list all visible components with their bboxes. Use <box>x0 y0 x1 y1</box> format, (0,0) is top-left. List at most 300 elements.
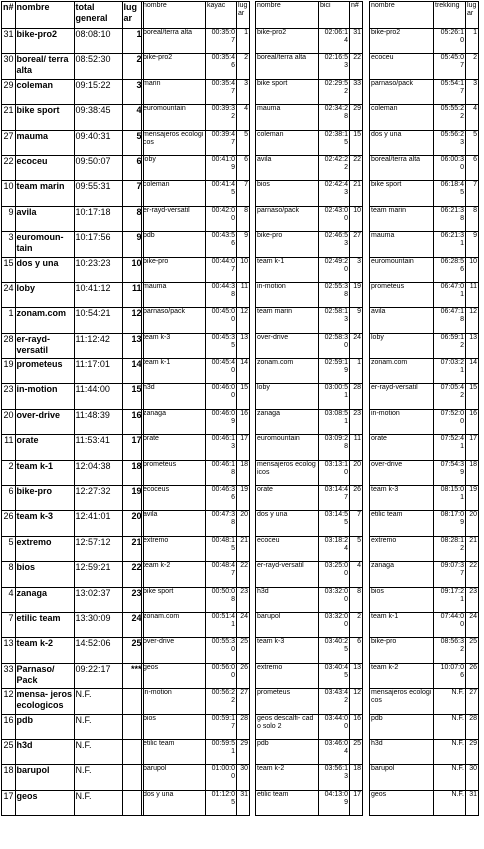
kayac-cell-time: 00:50:0 8 <box>206 587 237 612</box>
kayac-cell-team: pdb <box>142 232 206 257</box>
table-row <box>2 536 144 561</box>
bici-cell-time: 03:09:2 8 <box>319 435 350 460</box>
bici-cell-number: 6 <box>350 638 363 663</box>
trekking-cell-time: 06:21:3 8 <box>434 206 466 231</box>
bici-cell-time: 02:59:1 9 <box>319 359 350 384</box>
trekking-cell-team: parnaso/pack <box>370 79 434 104</box>
bici-cell-time: 02:34:2 8 <box>319 105 350 130</box>
table-row <box>2 409 144 434</box>
general-cell-place: 20 <box>122 511 143 536</box>
table-row <box>2 206 144 231</box>
trekking-cell-team: barupol <box>370 765 434 790</box>
bici-cell-number: 25 <box>350 739 363 764</box>
kayac-cell-time: 00:45:0 0 <box>206 308 237 333</box>
kayac-cell-time: 00:46:0 0 <box>206 384 237 409</box>
trekking-cell-time: 05:26:1 0 <box>434 29 466 54</box>
table-row <box>370 638 479 663</box>
trekking-cell-team: zanaga <box>370 562 434 587</box>
general-cell-place: *** <box>122 663 143 688</box>
trekking-cell-team: boreal/terra alta <box>370 155 434 180</box>
table-row <box>256 460 363 485</box>
trekking-cell-team: ecoceu <box>370 54 434 79</box>
table-row <box>142 689 250 714</box>
general-cell-total: N.F. <box>74 714 122 739</box>
general-cell-place <box>122 790 143 815</box>
bici-cell-time: 02:38:1 5 <box>319 130 350 155</box>
table-row <box>2 29 144 54</box>
table-row <box>370 257 479 282</box>
trekking-cell-place: 10 <box>466 257 479 282</box>
kayac-cell-time: 00:56:2 2 <box>206 689 237 714</box>
trekking-cell-place: 12 <box>466 308 479 333</box>
kayac-cell-team: bike sport <box>142 587 206 612</box>
table-row <box>256 105 363 130</box>
kayac-cell-place: 30 <box>237 765 250 790</box>
table-row <box>370 612 479 637</box>
trekking-cell-place: 13 <box>466 333 479 358</box>
kayac-cell-time: 00:46:1 8 <box>206 460 237 485</box>
general-cell-total: 12:57:12 <box>74 536 122 561</box>
table-row <box>256 562 363 587</box>
trekking-cell-team: avila <box>370 308 434 333</box>
table-row <box>256 638 363 663</box>
table-row <box>370 155 479 180</box>
trekking-cell-time: 06:21:3 1 <box>434 232 466 257</box>
bici-cell-team: etilic team <box>256 790 319 815</box>
kayac-cell-team: loby <box>142 155 206 180</box>
general-cell-team: prometeus <box>15 359 74 384</box>
general-header-row <box>2 2 144 29</box>
general-cell-team: coleman <box>15 79 74 104</box>
general-cell-number: 5 <box>2 536 16 561</box>
trekking-table-body <box>370 2 479 816</box>
general-cell-team: euromoun- tain <box>15 232 74 257</box>
bici-cell-time: 03:44:0 0 <box>319 714 350 739</box>
general-cell-team: er-rayd- versatil <box>15 333 74 358</box>
table-row <box>256 130 363 155</box>
bici-cell-team: coleman <box>256 130 319 155</box>
trekking-header-team: nombre <box>370 2 434 29</box>
general-cell-number: 28 <box>2 333 16 358</box>
general-cell-total: 09:55:31 <box>74 181 122 206</box>
table-row <box>2 257 144 282</box>
general-cell-number: 31 <box>2 29 16 54</box>
trekking-header-time: trekking <box>434 2 466 29</box>
trekking-cell-time: N.F. <box>434 689 466 714</box>
kayac-cell-place: 14 <box>237 359 250 384</box>
trekking-cell-time: 07:52:4 1 <box>434 435 466 460</box>
kayac-cell-team: bike-pro <box>142 257 206 282</box>
general-cell-place: 17 <box>122 435 143 460</box>
kayac-cell-team: avila <box>142 511 206 536</box>
table-row <box>142 587 250 612</box>
kayac-cell-place: 13 <box>237 333 250 358</box>
kayac-cell-team: team k-1 <box>142 359 206 384</box>
table-row <box>256 663 363 688</box>
trekking-cell-team: bios <box>370 587 434 612</box>
kayac-cell-place: 25 <box>237 638 250 663</box>
kayac-cell-place: 22 <box>237 562 250 587</box>
kayac-cell-time: 00:45:3 5 <box>206 333 237 358</box>
general-cell-total: 11:53:41 <box>74 435 122 460</box>
table-row <box>256 359 363 384</box>
bici-cell-number: 11 <box>350 435 363 460</box>
bici-cell-number: 10 <box>350 206 363 231</box>
general-cell-team: mauma <box>15 130 74 155</box>
bici-cell-number: 2 <box>350 612 363 637</box>
general-cell-total: 10:17:56 <box>74 232 122 257</box>
table-row <box>2 511 144 536</box>
table-row <box>370 663 479 688</box>
general-cell-total: 13:02:37 <box>74 587 122 612</box>
table-row <box>370 587 479 612</box>
kayac-cell-team: mauma <box>142 282 206 307</box>
bici-cell-team: bike sport <box>256 79 319 104</box>
general-cell-team: bike-pro2 <box>15 29 74 54</box>
kayac-cell-place: 5 <box>237 130 250 155</box>
trekking-table <box>369 1 479 816</box>
table-row <box>256 689 363 714</box>
general-cell-team: team k-1 <box>15 460 74 485</box>
table-row <box>256 79 363 104</box>
kayac-cell-time: 00:51:4 1 <box>206 612 237 637</box>
trekking-cell-place: 15 <box>466 384 479 409</box>
general-cell-place: 22 <box>122 562 143 587</box>
bici-cell-number: 1 <box>350 359 363 384</box>
table-row <box>370 54 479 79</box>
bici-cell-number: 18 <box>350 765 363 790</box>
table-row <box>370 282 479 307</box>
kayac-cell-place: 2 <box>237 54 250 79</box>
table-row <box>370 460 479 485</box>
general-header-total: total general <box>74 2 122 29</box>
trekking-cell-time: 08:15:0 1 <box>434 486 466 511</box>
trekking-cell-team: etilic team <box>370 511 434 536</box>
table-row <box>2 155 144 180</box>
bici-cell-number: 15 <box>350 130 363 155</box>
general-cell-total: 09:22:17 <box>74 663 122 688</box>
bici-cell-number: 4 <box>350 562 363 587</box>
kayac-cell-time: 00:35:0 7 <box>206 29 237 54</box>
general-cell-number: 10 <box>2 181 16 206</box>
bici-cell-team: mensajeros ecologicos <box>256 460 319 485</box>
table-row <box>142 105 250 130</box>
trekking-cell-place: 8 <box>466 206 479 231</box>
general-cell-team: etilic team <box>15 612 74 637</box>
kayac-cell-time: 00:56:0 0 <box>206 663 237 688</box>
bici-cell-number: 3 <box>350 257 363 282</box>
trekking-cell-time: 07:05:4 2 <box>434 384 466 409</box>
table-row <box>256 765 363 790</box>
general-cell-place: 25 <box>122 638 143 663</box>
bici-cell-team: team k-3 <box>256 638 319 663</box>
kayac-cell-team: bike-pro2 <box>142 54 206 79</box>
kayac-cell-time: 00:35:4 6 <box>206 54 237 79</box>
general-cell-total: 11:48:39 <box>74 409 122 434</box>
general-cell-number: 25 <box>2 739 16 764</box>
table-row <box>142 562 250 587</box>
kayac-cell-team: team k-3 <box>142 333 206 358</box>
bici-cell-team: prometeus <box>256 689 319 714</box>
kayac-cell-place: 29 <box>237 739 250 764</box>
trekking-cell-team: over-drive <box>370 460 434 485</box>
general-cell-team: team k-3 <box>15 511 74 536</box>
trekking-cell-team: team marin <box>370 206 434 231</box>
trekking-cell-team: orate <box>370 435 434 460</box>
kayac-cell-team: geos <box>142 663 206 688</box>
general-cell-team: ecoceu <box>15 155 74 180</box>
general-cell-total: 13:30:09 <box>74 612 122 637</box>
general-cell-team: orate <box>15 435 74 460</box>
general-cell-total: N.F. <box>74 765 122 790</box>
general-cell-place: 1 <box>122 29 143 54</box>
table-row <box>370 714 479 739</box>
table-row <box>2 359 144 384</box>
general-cell-team: h3d <box>15 739 74 764</box>
kayac-cell-place: 1 <box>237 29 250 54</box>
trekking-cell-team: prometeus <box>370 282 434 307</box>
trekking-cell-time: 06:18:4 5 <box>434 181 466 206</box>
bici-cell-time: 03:14:4 7 <box>319 486 350 511</box>
kayac-cell-time: 00:48:1 5 <box>206 536 237 561</box>
bici-cell-time: 02:42:4 3 <box>319 181 350 206</box>
table-row <box>370 29 479 54</box>
trekking-cell-time: 07:52:0 0 <box>434 409 466 434</box>
table-row <box>2 54 144 79</box>
general-cell-place: 7 <box>122 181 143 206</box>
kayac-cell-place: 19 <box>237 486 250 511</box>
kayac-cell-place: 6 <box>237 155 250 180</box>
kayac-cell-team: boreal/terra alta <box>142 29 206 54</box>
trekking-cell-time: 08:17:0 9 <box>434 511 466 536</box>
general-cell-number: 8 <box>2 562 16 587</box>
trekking-cell-team: team k-2 <box>370 663 434 688</box>
trekking-cell-team: bike sport <box>370 181 434 206</box>
table-row <box>2 130 144 155</box>
trekking-cell-place: 28 <box>466 714 479 739</box>
bici-cell-number: 13 <box>350 663 363 688</box>
kayac-cell-place: 11 <box>237 282 250 307</box>
bici-table-body <box>256 2 363 816</box>
general-cell-place: 6 <box>122 155 143 180</box>
kayac-cell-time: 00:55:3 0 <box>206 638 237 663</box>
trekking-cell-place: 30 <box>466 765 479 790</box>
table-row <box>2 460 144 485</box>
bici-cell-time: 03:32:0 0 <box>319 612 350 637</box>
table-row <box>142 308 250 333</box>
table-row <box>142 435 250 460</box>
kayac-cell-place: 24 <box>237 612 250 637</box>
table-row <box>2 663 144 688</box>
general-cell-total: N.F. <box>74 739 122 764</box>
table-row <box>256 511 363 536</box>
kayac-header-time: kayac <box>206 2 237 29</box>
general-header-place: lug ar <box>122 2 143 29</box>
table-row <box>370 105 479 130</box>
table-row <box>142 206 250 231</box>
general-cell-place: 21 <box>122 536 143 561</box>
bici-cell-team: orate <box>256 486 319 511</box>
general-cell-number: 6 <box>2 486 16 511</box>
kayac-cell-time: 00:35:4 7 <box>206 79 237 104</box>
table-row <box>370 739 479 764</box>
bici-cell-team: pdb <box>256 739 319 764</box>
general-cell-number: 12 <box>2 689 16 714</box>
table-row <box>142 790 250 815</box>
general-cell-number: 19 <box>2 359 16 384</box>
table-row <box>370 486 479 511</box>
general-cell-number: 29 <box>2 79 16 104</box>
table-row <box>2 308 144 333</box>
general-cell-place: 2 <box>122 54 143 79</box>
table-row <box>256 790 363 815</box>
kayac-cell-place: 23 <box>237 587 250 612</box>
kayac-cell-team: orate <box>142 435 206 460</box>
general-cell-number: 16 <box>2 714 16 739</box>
kayac-cell-time: 00:48:4 7 <box>206 562 237 587</box>
general-cell-number: 33 <box>2 663 16 688</box>
general-cell-total: 11:44:00 <box>74 384 122 409</box>
kayac-cell-team: marin <box>142 79 206 104</box>
bici-cell-team: team k-2 <box>256 765 319 790</box>
kayac-cell-team: dos y una <box>142 790 206 815</box>
general-cell-total: N.F. <box>74 790 122 815</box>
table-row <box>370 359 479 384</box>
trekking-cell-time: 05:54:1 7 <box>434 79 466 104</box>
general-cell-place: 5 <box>122 130 143 155</box>
trekking-cell-place: 21 <box>466 536 479 561</box>
table-row <box>2 587 144 612</box>
general-header-number: n# <box>2 2 16 29</box>
kayac-cell-place: 20 <box>237 511 250 536</box>
bici-cell-team: geos descalfi- cado solo 2 <box>256 714 319 739</box>
bici-cell-time: 03:18:2 4 <box>319 536 350 561</box>
general-cell-team: loby <box>15 282 74 307</box>
general-cell-place: 24 <box>122 612 143 637</box>
general-cell-total: 11:12:42 <box>74 333 122 358</box>
trekking-cell-place: 3 <box>466 79 479 104</box>
table-row <box>2 612 144 637</box>
table-row <box>370 409 479 434</box>
bici-cell-time: 03:32:0 0 <box>319 587 350 612</box>
table-row <box>370 790 479 815</box>
kayac-cell-place: 31 <box>237 790 250 815</box>
trekking-cell-team: in-motion <box>370 409 434 434</box>
bici-cell-number: 22 <box>350 155 363 180</box>
general-cell-place: 8 <box>122 206 143 231</box>
kayac-cell-time: 00:45:4 0 <box>206 359 237 384</box>
kayac-cell-time: 00:46:1 3 <box>206 435 237 460</box>
kayac-cell-team: etilic team <box>142 739 206 764</box>
general-cell-number: 23 <box>2 384 16 409</box>
table-row <box>256 29 363 54</box>
bici-cell-time: 03:14:5 5 <box>319 511 350 536</box>
general-cell-total: 12:59:21 <box>74 562 122 587</box>
table-row <box>142 54 250 79</box>
bici-cell-time: 03:46:0 4 <box>319 739 350 764</box>
general-cell-place: 23 <box>122 587 143 612</box>
kayac-cell-place: 21 <box>237 536 250 561</box>
general-cell-team: zonam.com <box>15 308 74 333</box>
trekking-cell-time: 05:45:0 7 <box>434 54 466 79</box>
kayac-cell-team: er-rayd-versatil <box>142 206 206 231</box>
general-cell-number: 1 <box>2 308 16 333</box>
table-row <box>142 333 250 358</box>
kayac-cell-team: barupol <box>142 765 206 790</box>
kayac-cell-place: 15 <box>237 384 250 409</box>
table-row <box>2 105 144 130</box>
trekking-cell-time: 06:00:3 0 <box>434 155 466 180</box>
table-row <box>370 384 479 409</box>
bici-cell-team: h3d <box>256 587 319 612</box>
table-row <box>256 536 363 561</box>
general-cell-team: bike-pro <box>15 486 74 511</box>
trekking-cell-team: loby <box>370 333 434 358</box>
general-cell-number: 17 <box>2 790 16 815</box>
table-row <box>256 409 363 434</box>
general-cell-total: 08:52:30 <box>74 54 122 79</box>
table-row <box>2 790 144 815</box>
bici-cell-time: 02:46:5 3 <box>319 232 350 257</box>
kayac-cell-team: extremo <box>142 536 206 561</box>
general-cell-place: 9 <box>122 232 143 257</box>
bici-cell-number: 22 <box>350 54 363 79</box>
general-table-body <box>2 2 144 816</box>
bici-header-time: bici <box>319 2 350 29</box>
general-cell-total: 14:52:06 <box>74 638 122 663</box>
trekking-cell-team: pdb <box>370 714 434 739</box>
trekking-cell-place: 31 <box>466 790 479 815</box>
kayac-cell-time: 00:46:0 9 <box>206 409 237 434</box>
bici-cell-number: 29 <box>350 105 363 130</box>
table-row <box>370 689 479 714</box>
general-cell-total: 09:50:07 <box>74 155 122 180</box>
kayac-cell-time: 01:12:0 5 <box>206 790 237 815</box>
general-cell-place: 3 <box>122 79 143 104</box>
trekking-cell-team: team k-3 <box>370 486 434 511</box>
table-row <box>370 206 479 231</box>
general-cell-number: 18 <box>2 765 16 790</box>
table-row <box>2 282 144 307</box>
kayac-cell-place: 28 <box>237 714 250 739</box>
general-cell-team: extremo <box>15 536 74 561</box>
bici-cell-team: bike-pro2 <box>256 29 319 54</box>
general-cell-place: 13 <box>122 333 143 358</box>
bici-cell-time: 02:06:1 4 <box>319 29 350 54</box>
general-cell-team: Parnaso/ Pack <box>15 663 74 688</box>
trekking-cell-place: 26 <box>466 663 479 688</box>
bici-cell-team: mauma <box>256 105 319 130</box>
general-cell-total: 09:40:31 <box>74 130 122 155</box>
trekking-cell-team: coleman <box>370 105 434 130</box>
table-row <box>2 181 144 206</box>
table-row <box>142 359 250 384</box>
general-cell-number: 2 <box>2 460 16 485</box>
table-row <box>370 79 479 104</box>
general-cell-number: 15 <box>2 257 16 282</box>
general-cell-number: 27 <box>2 130 16 155</box>
trekking-cell-time: N.F. <box>434 790 466 815</box>
table-row <box>370 308 479 333</box>
table-row <box>256 739 363 764</box>
bici-header-number: n# <box>350 2 363 29</box>
kayac-cell-place: 12 <box>237 308 250 333</box>
bici-cell-team: extremo <box>256 663 319 688</box>
bici-cell-team: in-motion <box>256 282 319 307</box>
trekking-cell-time: 06:47:0 1 <box>434 282 466 307</box>
trekking-cell-team: dos y una <box>370 130 434 155</box>
general-cell-total: 10:41:12 <box>74 282 122 307</box>
